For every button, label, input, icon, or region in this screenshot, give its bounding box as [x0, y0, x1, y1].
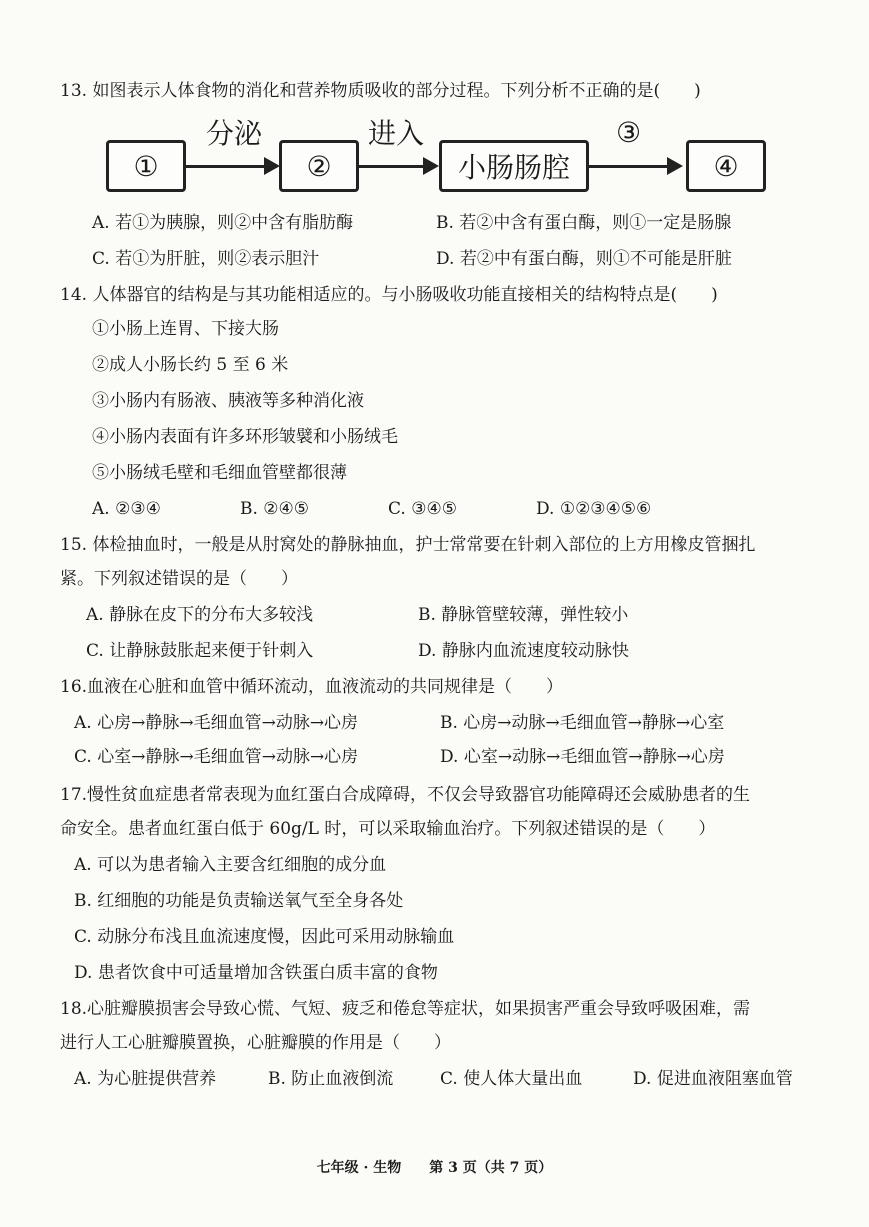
- q16-option-b: B. 心房→动脉→毛细血管→静脉→心室: [440, 713, 725, 733]
- arrow-3-head: [667, 157, 683, 175]
- q14-item-2: ②成人小肠长约 5 至 6 米: [92, 355, 289, 375]
- q15-option-c: C. 让静脉鼓胀起来便于针刺入: [86, 641, 314, 661]
- q13-option-a: A. 若①为胰腺，则②中含有脂肪酶: [92, 213, 354, 233]
- q14-option-c: C. ③④⑤: [388, 499, 457, 519]
- diagram-box-4: ④: [686, 140, 766, 192]
- q15-option-d: D. 静脉内血流速度较动脉快: [418, 641, 629, 661]
- arrow-2-line: [359, 165, 425, 168]
- q16-stem: 16.血液在心脏和血管中循环流动，血液流动的共同规律是（ ）: [60, 677, 564, 697]
- q17-option-a: A. 可以为患者输入主要含红细胞的成分血: [74, 855, 387, 875]
- q17-option-d: D. 患者饮食中可适量增加含铁蛋白质丰富的食物: [74, 963, 438, 983]
- q16-option-d: D. 心室→动脉→毛细血管→静脉→心房: [440, 747, 725, 767]
- q14-option-d: D. ①②③④⑤⑥: [536, 499, 652, 519]
- arrow-2-label: 进入: [368, 117, 425, 150]
- q14-option-a: A. ②③④: [92, 499, 161, 519]
- q17-option-b: B. 红细胞的功能是负责输送氧气至全身各处: [74, 891, 404, 911]
- q17-option-c: C. 动脉分布浅且血流速度慢，因此可采用动脉输血: [74, 927, 455, 947]
- q18-option-a: A. 为心脏提供营养: [74, 1069, 217, 1089]
- diagram-box-2: ②: [279, 140, 359, 192]
- q14-stem: 14. 人体器官的结构是与其功能相适应的。与小肠吸收功能直接相关的结构特点是( ): [60, 285, 718, 305]
- arrow-1-label: 分泌: [206, 117, 263, 150]
- q14-item-1: ①小肠上连胃、下接大肠: [92, 319, 279, 339]
- q15-stem-line-1: 15. 体检抽血时，一般是从肘窝处的静脉抽血，护士常常要在针刺入部位的上方用橡皮管捆扎: [60, 535, 756, 555]
- q16-option-c: C. 心室→静脉→毛细血管→动脉→心房: [74, 747, 359, 767]
- arrow-1-line: [186, 165, 266, 168]
- q14-item-3: ③小肠内有肠液、胰液等多种消化液: [92, 391, 364, 411]
- q18-stem-line-2: 进行人工心脏瓣膜置换，心脏瓣膜的作用是（ ）: [60, 1033, 451, 1053]
- diagram-box-1: ①: [106, 140, 186, 192]
- q15-option-b: B. 静脉管壁较薄，弹性较小: [418, 605, 629, 625]
- q17-stem-line-1: 17.慢性贫血症患者常表现为血红蛋白合成障碍，不仅会导致器官功能障碍还会威胁患者的生: [60, 785, 751, 805]
- q14-item-4: ④小肠内表面有许多环形皱襞和小肠绒毛: [92, 427, 398, 447]
- q14-item-5: ⑤小肠绒毛壁和毛细血管壁都很薄: [92, 463, 347, 483]
- arrow-3-line: [589, 165, 669, 168]
- q15-option-a: A. 静脉在皮下的分布大多较浅: [86, 605, 314, 625]
- q18-option-b: B. 防止血液倒流: [268, 1069, 394, 1089]
- page-footer: 七年级 · 生物 第 3 页（共 7 页）: [316, 1160, 553, 1176]
- q18-option-d: D. 促进血液阻塞血管: [633, 1069, 793, 1089]
- arrow-2-head: [423, 157, 439, 175]
- q13-option-d: D. 若②中有蛋白酶，则①不可能是肝脏: [436, 249, 732, 269]
- q16-option-a: A. 心房→静脉→毛细血管→动脉→心房: [74, 713, 359, 733]
- q17-stem-line-2: 命安全。患者血红蛋白低于 60g/L 时，可以采取输血治疗。下列叙述错误的是（ ）: [60, 819, 716, 839]
- diagram-box-3: 小肠肠腔: [439, 140, 589, 192]
- q13-stem: 13. 如图表示人体食物的消化和营养物质吸收的部分过程。下列分析不正确的是( ): [60, 81, 701, 101]
- arrow-1-head: [264, 157, 280, 175]
- q18-stem-line-1: 18.心脏瓣膜损害会导致心慌、气短、疲乏和倦怠等症状，如果损害严重会导致呼吸困难，需: [60, 999, 751, 1019]
- q15-stem-line-2: 紧。下列叙述错误的是（ ）: [60, 569, 298, 589]
- q13-option-c: C. 若①为肝脏，则②表示胆汁: [92, 249, 320, 269]
- q14-option-b: B. ②④⑤: [240, 499, 310, 519]
- arrow-3-label: ③: [616, 116, 642, 149]
- q13-option-b: B. 若②中含有蛋白酶，则①一定是肠腺: [436, 213, 732, 233]
- q18-option-c: C. 使人体大量出血: [440, 1069, 583, 1089]
